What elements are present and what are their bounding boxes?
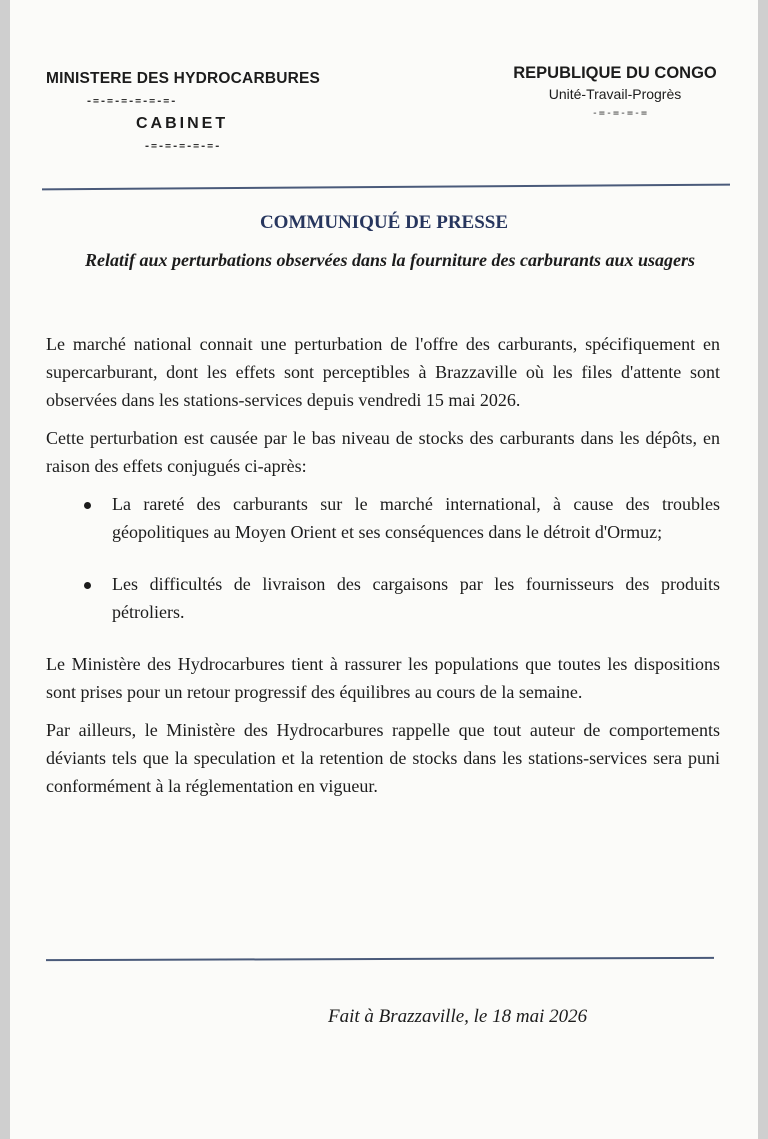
bullet-icon [84,582,91,589]
signoff-place-date: Fait à Brazzaville, le 18 mai 2026 [328,1006,588,1027]
paragraph: Cette perturbation est causée par le bas niveau de stocks des carburants dans les dépôts, en raison des effets conjugués ci-après: [46,428,720,476]
paragraph: Le Ministère des Hydrocarbures tient à rassurer les populations que toutes les dispositions sont prises pour un retour progressif des équilibres au cours de la semaine. [46,654,720,702]
header-separator: -=-=-=-=-=- [144,141,222,152]
top-divider [42,184,730,190]
list-item [112,490,720,546]
bullet-icon [84,502,91,509]
country-motto: Unité-Travail-Progrès [548,86,682,102]
cabinet-label: CABINET [136,115,229,132]
list-item-text: La rareté des carburants sur le marché international, à cause des troubles géopolitiques au Moyen Orient et ses conséquences dans le détroit d'Ormuz; [112,494,720,542]
ministry-header [46,70,346,152]
list-item [112,570,720,626]
list-item-text: Les difficultés de livraison des cargaisons par les fournisseurs des produits pétroliers. [112,574,720,622]
bullet-list [46,490,720,626]
document-body [46,330,720,810]
document-subtitle: Relatif aux perturbations observées dans la fourniture des carburants aux usagers [84,250,696,270]
document-page [10,0,758,1139]
header-separator: -=-=-=-= [591,108,649,119]
paragraph: Le marché national connait une perturbation de l'offre des carburants, spécifiquement en supercarburant, dont les effets sont perceptibles à Brazzaville où les files d'attente sont observées dans les stations-services depuis vendredi 15 mai 2026. [46,334,720,410]
paragraph: Par ailleurs, le Ministère des Hydrocarbures rappelle que tout auteur de comportements déviants tels que la speculation et la retention de stocks dans les stations-services sera puni conformément à la réglementation en vigueur. [46,720,720,796]
header-separator: -=-=-=-=-=-=- [86,96,178,107]
bottom-divider [46,957,714,961]
document-title: COMMUNIQUÉ DE PRESSE [259,212,509,233]
country-header [500,64,730,119]
country-name: REPUBLIQUE DU CONGO [513,64,717,82]
ministry-name: MINISTERE DES HYDROCARBURES [46,70,321,87]
